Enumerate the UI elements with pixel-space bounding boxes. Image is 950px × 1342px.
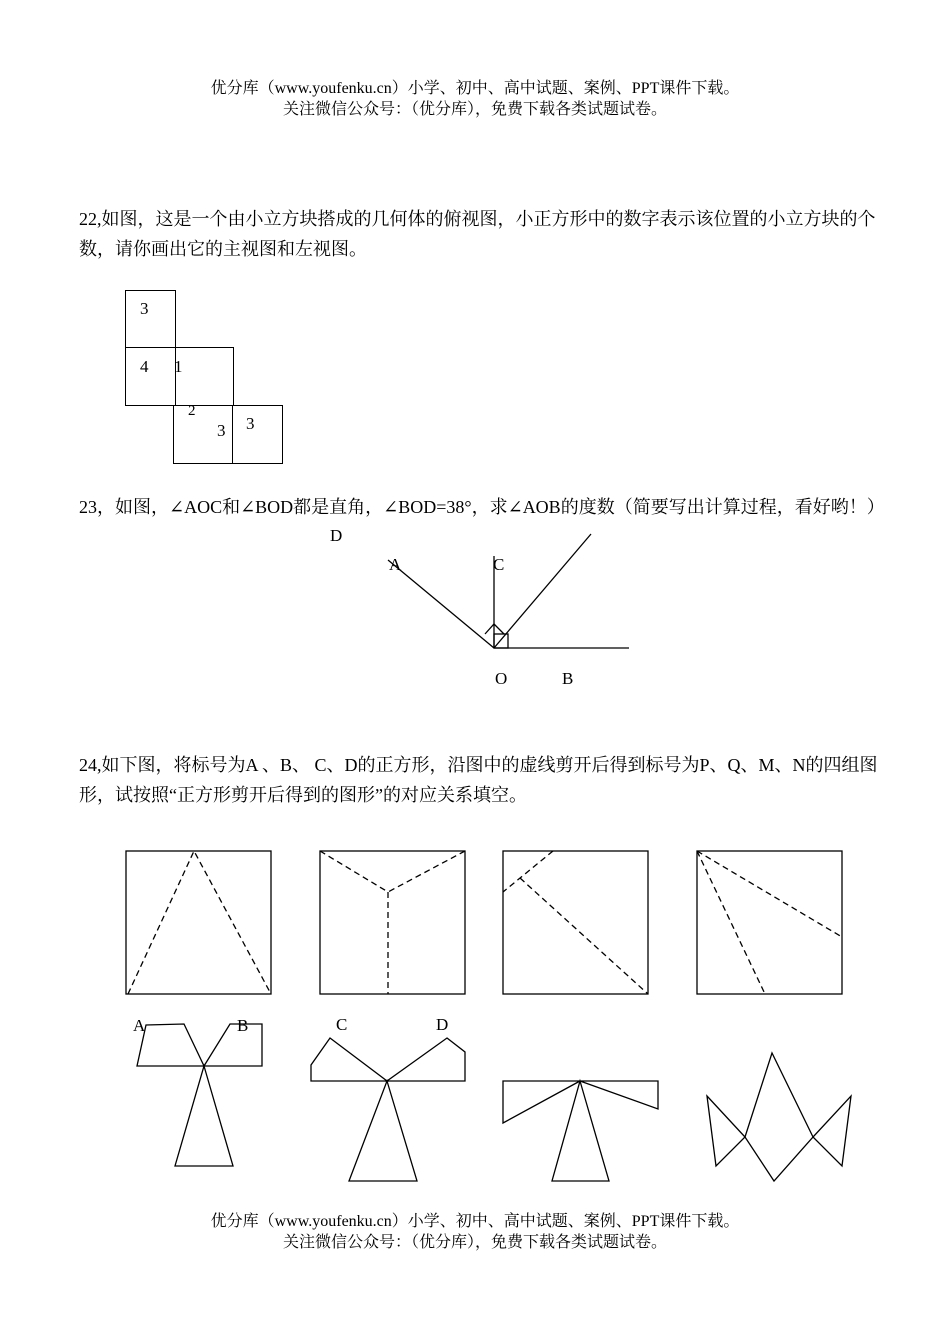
q23-label-d: D bbox=[330, 526, 343, 545]
q24-label-b: B bbox=[237, 1016, 249, 1035]
q24-label-a: A bbox=[133, 1016, 146, 1035]
q24-label-d: D bbox=[436, 1015, 449, 1034]
footer-line-1: 优分库（www.youfenku.cn）小学、初中、高中试题、案例、PPT课件下载。 bbox=[210, 1213, 740, 1230]
header-line-2: 关注微信公众号：（优分库），免费下载各类试题试卷。 bbox=[282, 101, 667, 118]
q23-label-b: B bbox=[562, 669, 574, 688]
square-c bbox=[503, 851, 648, 994]
cut-result-p bbox=[137, 1024, 262, 1166]
square-b bbox=[320, 851, 465, 994]
q22-number: 4 bbox=[140, 357, 149, 376]
square-a bbox=[126, 851, 271, 994]
q23-text: 23，如图，∠AOC和∠BOD都是直角，∠BOD=38°，求∠AOB的度数（简要写出计算过程，看好哟！） bbox=[79, 497, 885, 517]
q22-number: 1 bbox=[174, 357, 183, 376]
q22-text: 22,如图，这是一个由小立方块搭成的几何体的俯视图，小正方形中的数字表示该位置的小立方块的个数，请你画出它的主视图和左视图。 bbox=[79, 209, 876, 259]
q23-label-c: C bbox=[493, 555, 505, 574]
cut-result-m bbox=[503, 1081, 658, 1181]
q23-label-a: A bbox=[389, 555, 402, 574]
q24-label-c: C bbox=[336, 1015, 348, 1034]
q24-text: 24,如下图，将标号为A 、B、 C、D的正方形，沿图中的虚线剪开后得到标号为P、Q、M、N的四组图形，试按照“正方形剪开后得到的图形”的对应关系填空。 bbox=[79, 755, 878, 805]
square-d-cut-lines bbox=[697, 851, 842, 994]
square-a-cut-lines bbox=[128, 851, 271, 994]
q22-number: 3 bbox=[246, 414, 255, 433]
q22-number: 3 bbox=[140, 299, 149, 318]
q22-number: 2 bbox=[188, 403, 196, 419]
square-b-cut-lines bbox=[320, 851, 465, 994]
header-line-1: 优分库（www.youfenku.cn）小学、初中、高中试题、案例、PPT课件下载。 bbox=[210, 80, 740, 97]
cut-result-q bbox=[311, 1038, 465, 1181]
footer-line-2: 关注微信公众号：（优分库），免费下载各类试题试卷。 bbox=[282, 1234, 667, 1251]
square-c-cut-lines bbox=[503, 851, 648, 994]
q22-number: 3 bbox=[217, 421, 226, 440]
square-d bbox=[697, 851, 842, 994]
q23-label-o: O bbox=[495, 669, 508, 688]
cut-result-n bbox=[707, 1053, 851, 1181]
